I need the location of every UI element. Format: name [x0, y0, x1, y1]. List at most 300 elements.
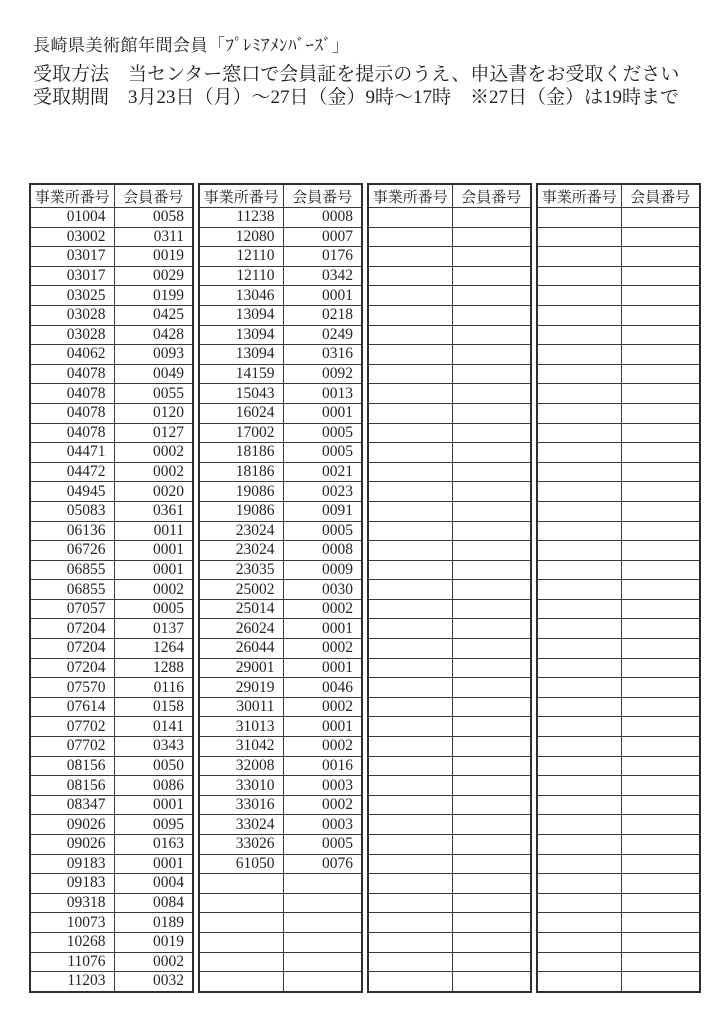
member-number-cell: 0002	[283, 639, 362, 659]
office-number-cell	[368, 952, 452, 972]
office-number-cell: 13094	[199, 305, 283, 325]
table-row	[537, 913, 700, 933]
office-number-cell: 03002	[30, 227, 114, 247]
office-number-cell	[537, 580, 621, 600]
office-number-cell	[537, 854, 621, 874]
member-number-cell	[452, 501, 531, 521]
office-number-cell: 10073	[30, 913, 114, 933]
office-number-cell: 04078	[30, 423, 114, 443]
office-number-cell	[368, 737, 452, 757]
table-row	[30, 737, 193, 757]
member-number-cell	[452, 972, 531, 992]
table-row	[537, 345, 700, 365]
office-number-cell	[537, 972, 621, 992]
table-row	[368, 364, 531, 384]
member-number-cell	[452, 874, 531, 894]
member-number-cell: 0021	[283, 462, 362, 482]
table-row	[30, 854, 193, 874]
office-number-cell	[368, 423, 452, 443]
member-number-cell: 0316	[283, 345, 362, 365]
member-number-cell: 0001	[283, 286, 362, 306]
table-row	[30, 208, 193, 228]
member-number-cell: 0029	[114, 266, 193, 286]
table-row	[30, 932, 193, 952]
member-number-cell	[452, 247, 531, 267]
member-number-cell: 0001	[114, 560, 193, 580]
member-number-cell	[621, 678, 700, 698]
office-number-cell: 33024	[199, 815, 283, 835]
office-number-cell	[537, 462, 621, 482]
table-row	[30, 423, 193, 443]
member-number-cell: 0120	[114, 403, 193, 423]
table-row	[368, 776, 531, 796]
table-row	[537, 482, 700, 502]
member-number-cell	[621, 384, 700, 404]
member-number-cell	[452, 266, 531, 286]
member-number-cell	[621, 815, 700, 835]
office-number-cell	[537, 697, 621, 717]
member-number-cell: 0091	[283, 501, 362, 521]
member-number-cell	[621, 286, 700, 306]
table-row	[368, 482, 531, 502]
office-number-cell: 08156	[30, 776, 114, 796]
member-number-cell	[621, 835, 700, 855]
member-number-cell	[452, 208, 531, 228]
member-number-cell: 0005	[283, 835, 362, 855]
table-row	[537, 678, 700, 698]
table-row	[537, 227, 700, 247]
table-row	[199, 599, 362, 619]
member-number-cell: 0127	[114, 423, 193, 443]
member-number-cell	[452, 932, 531, 952]
office-number-cell	[199, 972, 283, 992]
office-number-cell	[199, 932, 283, 952]
member-number-cell: 0002	[114, 952, 193, 972]
member-number-cell: 0001	[283, 658, 362, 678]
table-row	[368, 286, 531, 306]
table-row	[30, 560, 193, 580]
office-number-cell: 33016	[199, 795, 283, 815]
member-number-cell: 0342	[283, 266, 362, 286]
member-number-header: 会員番号	[114, 184, 193, 208]
office-number-cell	[368, 286, 452, 306]
member-number-cell	[452, 364, 531, 384]
office-number-cell	[537, 501, 621, 521]
member-number-cell: 0019	[114, 932, 193, 952]
table-row	[30, 501, 193, 521]
table-row	[199, 874, 362, 894]
member-number-cell: 0001	[283, 619, 362, 639]
table-row	[537, 639, 700, 659]
member-number-cell	[621, 795, 700, 815]
member-number-cell	[452, 619, 531, 639]
member-number-cell	[621, 521, 700, 541]
office-number-cell: 29001	[199, 658, 283, 678]
office-number-cell: 07570	[30, 678, 114, 698]
member-number-cell: 0249	[283, 325, 362, 345]
table-row	[537, 423, 700, 443]
table-row	[199, 737, 362, 757]
member-number-cell	[452, 286, 531, 306]
office-number-cell: 09318	[30, 893, 114, 913]
office-number-cell	[199, 874, 283, 894]
member-number-cell: 0116	[114, 678, 193, 698]
table-row	[199, 286, 362, 306]
member-number-cell: 0011	[114, 521, 193, 541]
table-row	[368, 756, 531, 776]
member-number-cell	[621, 462, 700, 482]
member-number-cell: 0058	[114, 208, 193, 228]
table-row	[537, 521, 700, 541]
table-row	[537, 893, 700, 913]
table-row	[199, 776, 362, 796]
member-number-cell: 0016	[283, 756, 362, 776]
member-number-cell: 0425	[114, 305, 193, 325]
member-number-cell: 0030	[283, 580, 362, 600]
table-row	[199, 325, 362, 345]
table-row	[368, 854, 531, 874]
office-number-cell	[537, 874, 621, 894]
table-row	[30, 658, 193, 678]
table-row	[199, 932, 362, 952]
office-number-cell: 19086	[199, 482, 283, 502]
member-number-cell: 0311	[114, 227, 193, 247]
office-number-cell: 07702	[30, 737, 114, 757]
office-number-cell: 06136	[30, 521, 114, 541]
table-row	[199, 913, 362, 933]
office-number-cell	[537, 384, 621, 404]
office-number-cell	[368, 305, 452, 325]
table-row	[199, 678, 362, 698]
office-number-cell: 03025	[30, 286, 114, 306]
office-number-cell	[368, 462, 452, 482]
office-number-cell: 16024	[199, 403, 283, 423]
office-number-cell: 29019	[199, 678, 283, 698]
office-number-cell	[537, 345, 621, 365]
table-row	[30, 286, 193, 306]
table-row	[368, 266, 531, 286]
table-row	[30, 795, 193, 815]
table-row	[30, 913, 193, 933]
office-number-cell: 25014	[199, 599, 283, 619]
member-number-cell	[283, 932, 362, 952]
table-row	[30, 776, 193, 796]
member-number-cell	[621, 345, 700, 365]
table-row	[537, 658, 700, 678]
member-number-cell	[452, 776, 531, 796]
office-number-cell: 04471	[30, 443, 114, 463]
table-row	[199, 756, 362, 776]
office-number-cell	[537, 932, 621, 952]
table-row	[537, 286, 700, 306]
office-number-header: 事業所番号	[30, 184, 114, 208]
office-number-cell	[368, 913, 452, 933]
office-number-cell: 33010	[199, 776, 283, 796]
member-number-cell: 0005	[283, 521, 362, 541]
member-number-cell	[621, 266, 700, 286]
table-row	[537, 737, 700, 757]
member-number-cell	[621, 854, 700, 874]
member-number-cell	[621, 227, 700, 247]
table-row	[368, 305, 531, 325]
member-number-cell	[452, 541, 531, 561]
member-number-cell	[621, 482, 700, 502]
member-number-cell	[621, 403, 700, 423]
table-row	[368, 913, 531, 933]
office-number-cell: 04062	[30, 345, 114, 365]
table-row	[30, 835, 193, 855]
table-row	[537, 541, 700, 561]
member-number-cell	[452, 580, 531, 600]
office-number-cell	[537, 737, 621, 757]
office-number-cell	[537, 227, 621, 247]
office-number-cell	[368, 815, 452, 835]
office-number-cell	[368, 580, 452, 600]
office-number-cell	[537, 599, 621, 619]
member-number-cell	[452, 521, 531, 541]
table-row	[368, 501, 531, 521]
office-number-cell: 03028	[30, 305, 114, 325]
member-number-cell	[621, 972, 700, 992]
member-number-cell	[621, 541, 700, 561]
member-number-cell: 0049	[114, 364, 193, 384]
member-number-cell: 0032	[114, 972, 193, 992]
member-number-cell	[452, 854, 531, 874]
table-row	[368, 599, 531, 619]
office-number-cell	[537, 678, 621, 698]
member-number-cell	[283, 913, 362, 933]
table-row	[199, 854, 362, 874]
member-number-cell: 0002	[114, 580, 193, 600]
table-row	[30, 364, 193, 384]
member-number-cell	[283, 972, 362, 992]
table-row	[537, 835, 700, 855]
table-row	[199, 795, 362, 815]
office-number-cell: 10268	[30, 932, 114, 952]
office-number-cell	[368, 893, 452, 913]
table-row	[199, 835, 362, 855]
office-number-cell	[537, 639, 621, 659]
member-number-cell: 1288	[114, 658, 193, 678]
member-number-cell: 0005	[114, 599, 193, 619]
office-number-cell: 31042	[199, 737, 283, 757]
office-number-cell: 09183	[30, 874, 114, 894]
member-number-cell	[621, 599, 700, 619]
member-number-cell	[621, 756, 700, 776]
table-row	[537, 443, 700, 463]
member-number-cell	[621, 443, 700, 463]
member-number-cell	[452, 384, 531, 404]
table-row	[537, 932, 700, 952]
office-number-cell: 09026	[30, 835, 114, 855]
office-number-cell	[368, 639, 452, 659]
office-number-cell: 07702	[30, 717, 114, 737]
office-number-cell	[368, 619, 452, 639]
office-number-cell: 03017	[30, 247, 114, 267]
member-number-cell: 0003	[283, 815, 362, 835]
office-number-cell	[368, 854, 452, 874]
header-row	[368, 184, 531, 208]
office-number-cell	[537, 815, 621, 835]
table-row	[537, 874, 700, 894]
office-number-cell	[368, 835, 452, 855]
table-row	[30, 462, 193, 482]
member-number-cell: 0141	[114, 717, 193, 737]
member-number-cell	[452, 403, 531, 423]
member-number-cell	[621, 639, 700, 659]
table-row	[30, 874, 193, 894]
member-number-cell: 0004	[114, 874, 193, 894]
table-row	[199, 697, 362, 717]
office-number-cell	[368, 697, 452, 717]
office-number-cell: 61050	[199, 854, 283, 874]
office-number-cell	[537, 776, 621, 796]
table-row	[368, 384, 531, 404]
table-row	[368, 952, 531, 972]
office-number-cell: 04078	[30, 384, 114, 404]
office-number-cell	[368, 972, 452, 992]
office-number-cell: 13094	[199, 325, 283, 345]
office-number-cell	[368, 266, 452, 286]
member-number-cell	[452, 658, 531, 678]
office-number-cell	[368, 501, 452, 521]
office-number-cell	[368, 345, 452, 365]
table-row	[537, 599, 700, 619]
member-number-cell: 0050	[114, 756, 193, 776]
office-number-cell	[537, 208, 621, 228]
office-number-cell	[537, 835, 621, 855]
member-number-cell	[621, 913, 700, 933]
member-number-cell	[452, 678, 531, 698]
member-number-cell	[452, 482, 531, 502]
table-row	[30, 227, 193, 247]
office-number-cell	[537, 619, 621, 639]
member-number-cell	[452, 639, 531, 659]
member-number-cell	[452, 443, 531, 463]
office-number-header: 事業所番号	[199, 184, 283, 208]
member-number-cell	[452, 345, 531, 365]
table-row	[30, 952, 193, 972]
office-number-cell: 18186	[199, 462, 283, 482]
member-number-cell: 0092	[283, 364, 362, 384]
office-number-cell: 11203	[30, 972, 114, 992]
office-number-cell: 07204	[30, 619, 114, 639]
office-number-cell: 12110	[199, 247, 283, 267]
office-number-cell	[537, 364, 621, 384]
table-row	[30, 599, 193, 619]
member-number-cell	[452, 697, 531, 717]
table-row	[199, 443, 362, 463]
table-row	[199, 658, 362, 678]
office-number-cell: 14159	[199, 364, 283, 384]
table-row	[30, 384, 193, 404]
member-number-cell	[283, 952, 362, 972]
member-number-cell: 0001	[114, 541, 193, 561]
membership-table-4	[536, 183, 701, 993]
table-row	[30, 815, 193, 835]
table-row	[368, 835, 531, 855]
table-row	[30, 541, 193, 561]
table-row	[30, 972, 193, 992]
member-number-cell	[452, 835, 531, 855]
member-number-cell: 0095	[114, 815, 193, 835]
office-number-cell: 04078	[30, 403, 114, 423]
table-row	[368, 580, 531, 600]
office-number-cell	[537, 756, 621, 776]
table-row	[537, 403, 700, 423]
member-number-cell	[621, 932, 700, 952]
office-number-cell	[199, 913, 283, 933]
tables-row	[29, 183, 701, 993]
member-number-cell	[621, 737, 700, 757]
table-row	[368, 541, 531, 561]
header-row	[537, 184, 700, 208]
office-number-cell: 11076	[30, 952, 114, 972]
office-number-cell: 07204	[30, 658, 114, 678]
table-row	[537, 247, 700, 267]
office-number-cell: 04945	[30, 482, 114, 502]
header-row	[199, 184, 362, 208]
member-number-cell	[452, 756, 531, 776]
member-number-cell	[452, 599, 531, 619]
office-number-cell	[368, 932, 452, 952]
table-row	[368, 658, 531, 678]
table-row	[368, 521, 531, 541]
office-number-cell	[537, 247, 621, 267]
member-number-header: 会員番号	[621, 184, 700, 208]
table-row	[368, 325, 531, 345]
member-number-cell	[452, 227, 531, 247]
office-number-cell: 08347	[30, 795, 114, 815]
office-number-cell	[368, 443, 452, 463]
office-number-cell: 15043	[199, 384, 283, 404]
table-row	[30, 639, 193, 659]
office-number-cell: 07057	[30, 599, 114, 619]
table-row	[537, 972, 700, 992]
office-number-cell: 07614	[30, 697, 114, 717]
table-row	[199, 893, 362, 913]
table-row	[199, 501, 362, 521]
member-number-cell: 0002	[283, 795, 362, 815]
table-row	[368, 697, 531, 717]
member-number-cell	[452, 423, 531, 443]
table-row	[199, 560, 362, 580]
office-number-cell	[537, 482, 621, 502]
table-row	[368, 443, 531, 463]
table-row	[199, 619, 362, 639]
table-row	[30, 619, 193, 639]
table-row	[368, 247, 531, 267]
table-row	[199, 266, 362, 286]
member-number-cell: 1264	[114, 639, 193, 659]
member-number-cell: 0002	[283, 697, 362, 717]
office-number-cell: 06726	[30, 541, 114, 561]
member-number-cell	[621, 717, 700, 737]
table-row	[537, 776, 700, 796]
table-row	[537, 364, 700, 384]
member-number-cell: 0002	[114, 443, 193, 463]
office-number-header: 事業所番号	[537, 184, 621, 208]
office-number-cell	[537, 541, 621, 561]
table-row	[30, 266, 193, 286]
office-number-cell	[537, 286, 621, 306]
table-row	[537, 384, 700, 404]
table-row	[199, 717, 362, 737]
office-number-cell: 23024	[199, 521, 283, 541]
office-number-cell: 13046	[199, 286, 283, 306]
office-number-cell	[368, 756, 452, 776]
table-row	[199, 580, 362, 600]
